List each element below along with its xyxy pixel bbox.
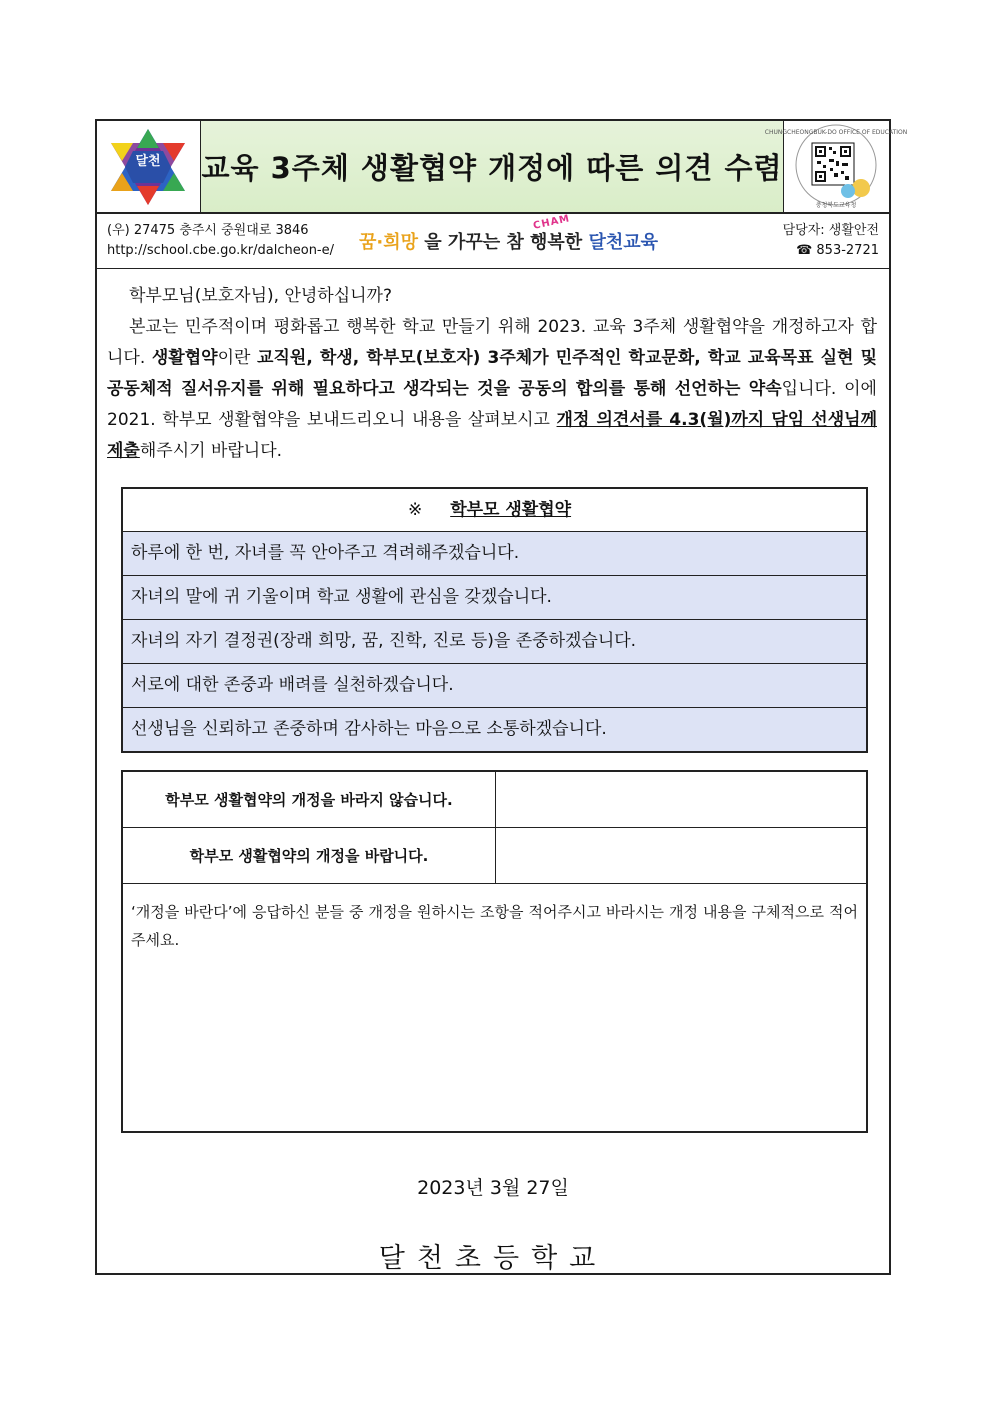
paragraph-text: 입니다. 이에 2021. 학부모 생활협약을 보내드리오니 내용을 살펴보시고 (107, 379, 877, 430)
slogan (359, 228, 658, 254)
opinion-row-no (123, 772, 866, 828)
paragraph-bold-term: 생활협약 (151, 348, 218, 368)
greeting: 학부모님(보호자님), 안녕하십니까? (129, 286, 393, 306)
phone-number: ☎ 853-2721 (796, 243, 879, 258)
qr-code-icon (764, 121, 908, 212)
paragraph-text: 해주시기 바랍니다. (139, 441, 283, 461)
slogan-true: 참 (506, 232, 524, 253)
svg-text:충청북도교육청: 충청북도교육청 (815, 202, 857, 209)
slogan-happy: 행복한 (523, 232, 589, 253)
parent-pledge-box (121, 487, 868, 753)
pledge-header (123, 489, 866, 532)
reference-mark: ※ (407, 500, 423, 520)
paragraph-deadline: 개정 의견서를 4.3(월)까지 담임 선생님께 제출 (107, 410, 877, 461)
pledge-item: 자녀의 자기 결정권(장래 희망, 꿈, 진학, 진로 등)을 존중하겠습니다. (123, 620, 866, 664)
education-office-qr (764, 121, 908, 212)
school-address: (우) 27475 충주시 중원대로 3846 (107, 223, 309, 238)
slogan-grow: 을 가꾸는 (418, 232, 507, 253)
slogan-dream: 꿈·희망 (359, 232, 419, 253)
slogan-school: 달천교육 (588, 232, 659, 253)
manager-info: 담당자: 생활안전 (782, 223, 879, 238)
slogan-cham: CHAM (532, 213, 572, 232)
pledge-item: 하루에 한 번, 자녀를 꼭 안아주고 격려해주겠습니다. (123, 532, 866, 576)
pledge-item: 선생님을 신뢰하고 존중하며 감사하는 마음으로 소통하겠습니다. (123, 708, 866, 751)
contact-info-band (97, 214, 889, 269)
opinion-instruction: ‘개정을 바란다’에 응답하신 분들 중 개정을 원하시는 조항을 적어주시고 바라시는 개정 내용을 구체적으로 적어주세요. (131, 903, 858, 949)
pledge-title: 학부모 생활협약 (450, 500, 572, 520)
pledge-item: 서로에 대한 존중과 배려를 실천하겠습니다. (123, 664, 866, 708)
paragraph-text: 이란 (217, 348, 258, 368)
letter-paragraph (107, 312, 877, 467)
document-date: 2023년 3월 27일 (417, 1177, 569, 1199)
letter-body (107, 281, 877, 467)
school-logo (97, 121, 201, 212)
option-yes-check-cell[interactable] (496, 828, 866, 883)
opinion-form (121, 770, 868, 1133)
option-no-check-cell[interactable] (496, 772, 866, 827)
option-yes-label: 학부모 생활협약의 개정을 바랍니다. (123, 828, 496, 883)
paragraph-text: 본교는 민주적이며 평화롭고 행복한 학교 만들기 위해 2023. 교육 3주체 생활협약을 개정하고자 합니다. (107, 317, 877, 368)
opinion-row-yes (123, 828, 866, 884)
page-title: 교육 3주체 생활협약 개정에 따른 의견 수렴 (201, 151, 783, 185)
option-no-label: 학부모 생활협약의 개정을 바라지 않습니다. (123, 772, 496, 827)
title-banner (201, 121, 784, 212)
star-emblem-icon (97, 121, 200, 212)
paragraph-bold-definition: 교직원, 학생, 학부모(보호자) 3주체가 민주적인 학교문화, 학교 교육목표 실현 및 공동체적 질서유지를 위해 필요하다고 생각되는 것을 공동의 합의를 통해 선언하는 약속 (107, 348, 878, 399)
school-url[interactable]: http://school.cbe.go.kr/dalcheon-e/ (107, 243, 335, 258)
school-name: 달천초등학교 (378, 1243, 608, 1274)
document-header (97, 121, 908, 214)
pledge-item: 자녀의 말에 귀 기울이며 학교 생활에 관심을 갖겠습니다. (123, 576, 866, 620)
svg-text:달천: 달천 (135, 154, 161, 169)
document-page (95, 119, 908, 1275)
svg-text:CHUNGCHEONGBUK-DO OFFICE OF ED: CHUNGCHEONGBUK-DO OFFICE OF EDUCATION (764, 129, 908, 136)
